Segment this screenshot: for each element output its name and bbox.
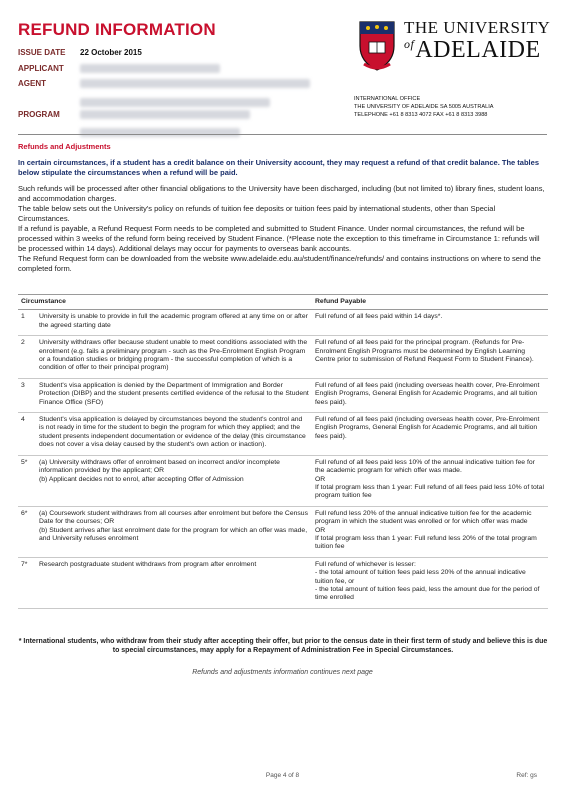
row-circumstance: Research postgraduate student withdraws from program after enrolment	[36, 557, 312, 608]
crest-icon	[358, 18, 396, 73]
section-heading: Refunds and Adjustments	[18, 142, 111, 151]
issue-date-row	[18, 48, 142, 57]
row-refund-payable: Full refund of all fees paid (including overseas health cover, Pre-Enrolment English Programs, General English for Academic Programs, and all tuition fees paid).	[312, 413, 548, 456]
column-header-refund: Refund Payable	[312, 295, 548, 310]
logo-line2: $^{of}$ADELAIDE	[404, 37, 541, 63]
table-header-row	[18, 295, 548, 310]
row-number: 3	[18, 378, 36, 412]
redacted-applicant	[80, 64, 220, 73]
row-refund-payable: Full refund less 20% of the annual indicative tuition fee for the academic program in which the student was enrolled or for which offer was made OR If total program less than 1 year: Full refund less 20% of the total program tuition fee	[312, 506, 548, 557]
issue-date-value: 22 October 2015	[80, 48, 142, 57]
row-refund-payable: Full refund of all fees paid less 10% of the annual indicative tuition fee for the academic program for which offer was made. OR If total program less than 1 year: Full refund of all fees paid less 10% of total program tuition fee	[312, 455, 548, 506]
agent-label: AGENT	[18, 79, 46, 88]
row-number: 1	[18, 310, 36, 336]
paragraph-4: The Refund Request form can be downloaded from the website www.adelaide.edu.au/student/finance/refunds/ and contains instructions on where to send the completed form.	[18, 254, 541, 273]
redacted-program	[80, 110, 250, 119]
table-row	[18, 455, 548, 506]
row-circumstance: University withdraws offer because student unable to meet conditions associated with the enrolment (e.g. fails a preliminary program - such as the Pre-Enrolment English Program or a foundation studies or bridging program - the successful completion of which is a condition of offer to their principal program)	[36, 336, 312, 379]
agent-row	[18, 79, 310, 88]
program-row	[18, 110, 250, 119]
logo-line1: THE UNIVERSITY	[404, 18, 551, 37]
office-address-line: THE UNIVERSITY OF ADELAIDE SA 5005 AUSTRALIA	[354, 104, 494, 110]
row-number: 4	[18, 413, 36, 456]
refund-table	[18, 294, 548, 609]
university-logo	[358, 18, 553, 78]
office-address	[354, 95, 493, 119]
reference-code: Ref: gs	[516, 772, 537, 779]
program-label: PROGRAM	[18, 110, 60, 119]
row-refund-payable: Full refund of all fees paid for the principal program. (Refunds for Pre-Enrolment English Programs must be determined by English Learning Centre prior to submission of Refund Request Form to Student Finance).	[312, 336, 548, 379]
redacted-agent	[80, 79, 310, 88]
row-circumstance: Student's visa application is denied by the Department of Immigration and Border Protection (DIBP) and the student presents certified evidence of the refusal to the Student Finance Office (SFO)	[36, 378, 312, 412]
table-row	[18, 557, 548, 608]
row-number: 6*	[18, 506, 36, 557]
header-divider	[18, 134, 547, 135]
row-number: 7*	[18, 557, 36, 608]
row-circumstance: (a) University withdraws offer of enrolment based on incorrect and/or incomplete information provided by the applicant; OR (b) Applicant decides not to enrol, after accepting Offer of Admission	[36, 455, 312, 506]
table-row	[18, 413, 548, 456]
issue-date-label: ISSUE DATE	[18, 48, 66, 57]
row-number: 2	[18, 336, 36, 379]
row-circumstance: (a) Coursework student withdraws from all courses after enrolment but before the Census Date for the courses; OR (b) Student arrives after last enrolment date for the program for which an offer was made, and University refuses enrolment	[36, 506, 312, 557]
row-refund-payable: Full refund of all fees paid (including overseas health cover, Pre-Enrolment English Programs, General English for Academic Programs, and all tuition fees paid).	[312, 378, 548, 412]
row-refund-payable: Full refund of whichever is lesser: - the total amount of tuition fees paid less 20% of the annual indicative tuition fee, or - the total amount of tuition fees paid, less the amount due for the period of time enrolled	[312, 557, 548, 608]
footnote: * International students, who withdraw from their study after accepting their offer, but prior to the census date in their first term of study and believe this is due to special circumstances, may apply for a Repayment of Administration Fee in Special Circumstances.	[18, 638, 548, 654]
row-refund-payable: Full refund of all fees paid within 14 days*.	[312, 310, 548, 336]
office-phone-fax: TELEPHONE +61 8 8313 4072 FAX +61 8 8313 3988	[354, 112, 488, 118]
page-number: Page 4 of 8	[265, 772, 300, 779]
table-row	[18, 506, 548, 557]
applicant-label: APPLICANT	[18, 64, 64, 73]
intro-bold-paragraph: In certain circumstances, if a student has a credit balance on their University account, they may request a refund of that credit balance. The tables below stipulate the circumstances when a refund will be paid.	[18, 158, 539, 177]
continues-note: Refunds and adjustments information continues next page	[192, 669, 373, 676]
row-circumstance: Student's visa application is delayed by circumstances beyond the student's control and is not ready in time for the student to begin the program for which they applied; and the student presents independent documentation or evidence of the delay (this circumstance does not cover a visa delay caused by the student's own action or inaction).	[36, 413, 312, 456]
paragraph-3: If a refund is payable, a Refund Request Form needs to be completed and submitted to Student Finance. Under normal circumstances, the refund will be processed within 3 weeks of the refund form being received by Student Finance. (*Please note the exception to this timeframe in Circumstance 1: refunds will be processed within 14 days). Additional delays may occur for payments to overseas bank accounts.	[18, 224, 540, 253]
row-number: 5*	[18, 455, 36, 506]
paragraph-2: The table below sets out the University's policy on refunds of tuition fee deposits or tuition fees paid by international students, other than Special Circumstances.	[18, 204, 496, 223]
office-name: INTERNATIONAL OFFICE	[354, 96, 421, 102]
redacted-program-line2	[80, 124, 240, 142]
table-row	[18, 378, 548, 412]
paragraph-1: Such refunds will be processed after other financial obligations to the University have been discharged, including (but not limited to) library fines, student loans, and accommodation charges.	[18, 184, 545, 203]
column-header-circumstance: Circumstance	[18, 295, 312, 310]
row-circumstance: University is unable to provide in full the academic program offered at any time on or after the agreed starting date	[36, 310, 312, 336]
table-row	[18, 336, 548, 379]
table-row	[18, 310, 548, 336]
intro-text	[18, 184, 548, 274]
applicant-row	[18, 64, 220, 73]
document-title: REFUND INFORMATION	[18, 20, 216, 39]
